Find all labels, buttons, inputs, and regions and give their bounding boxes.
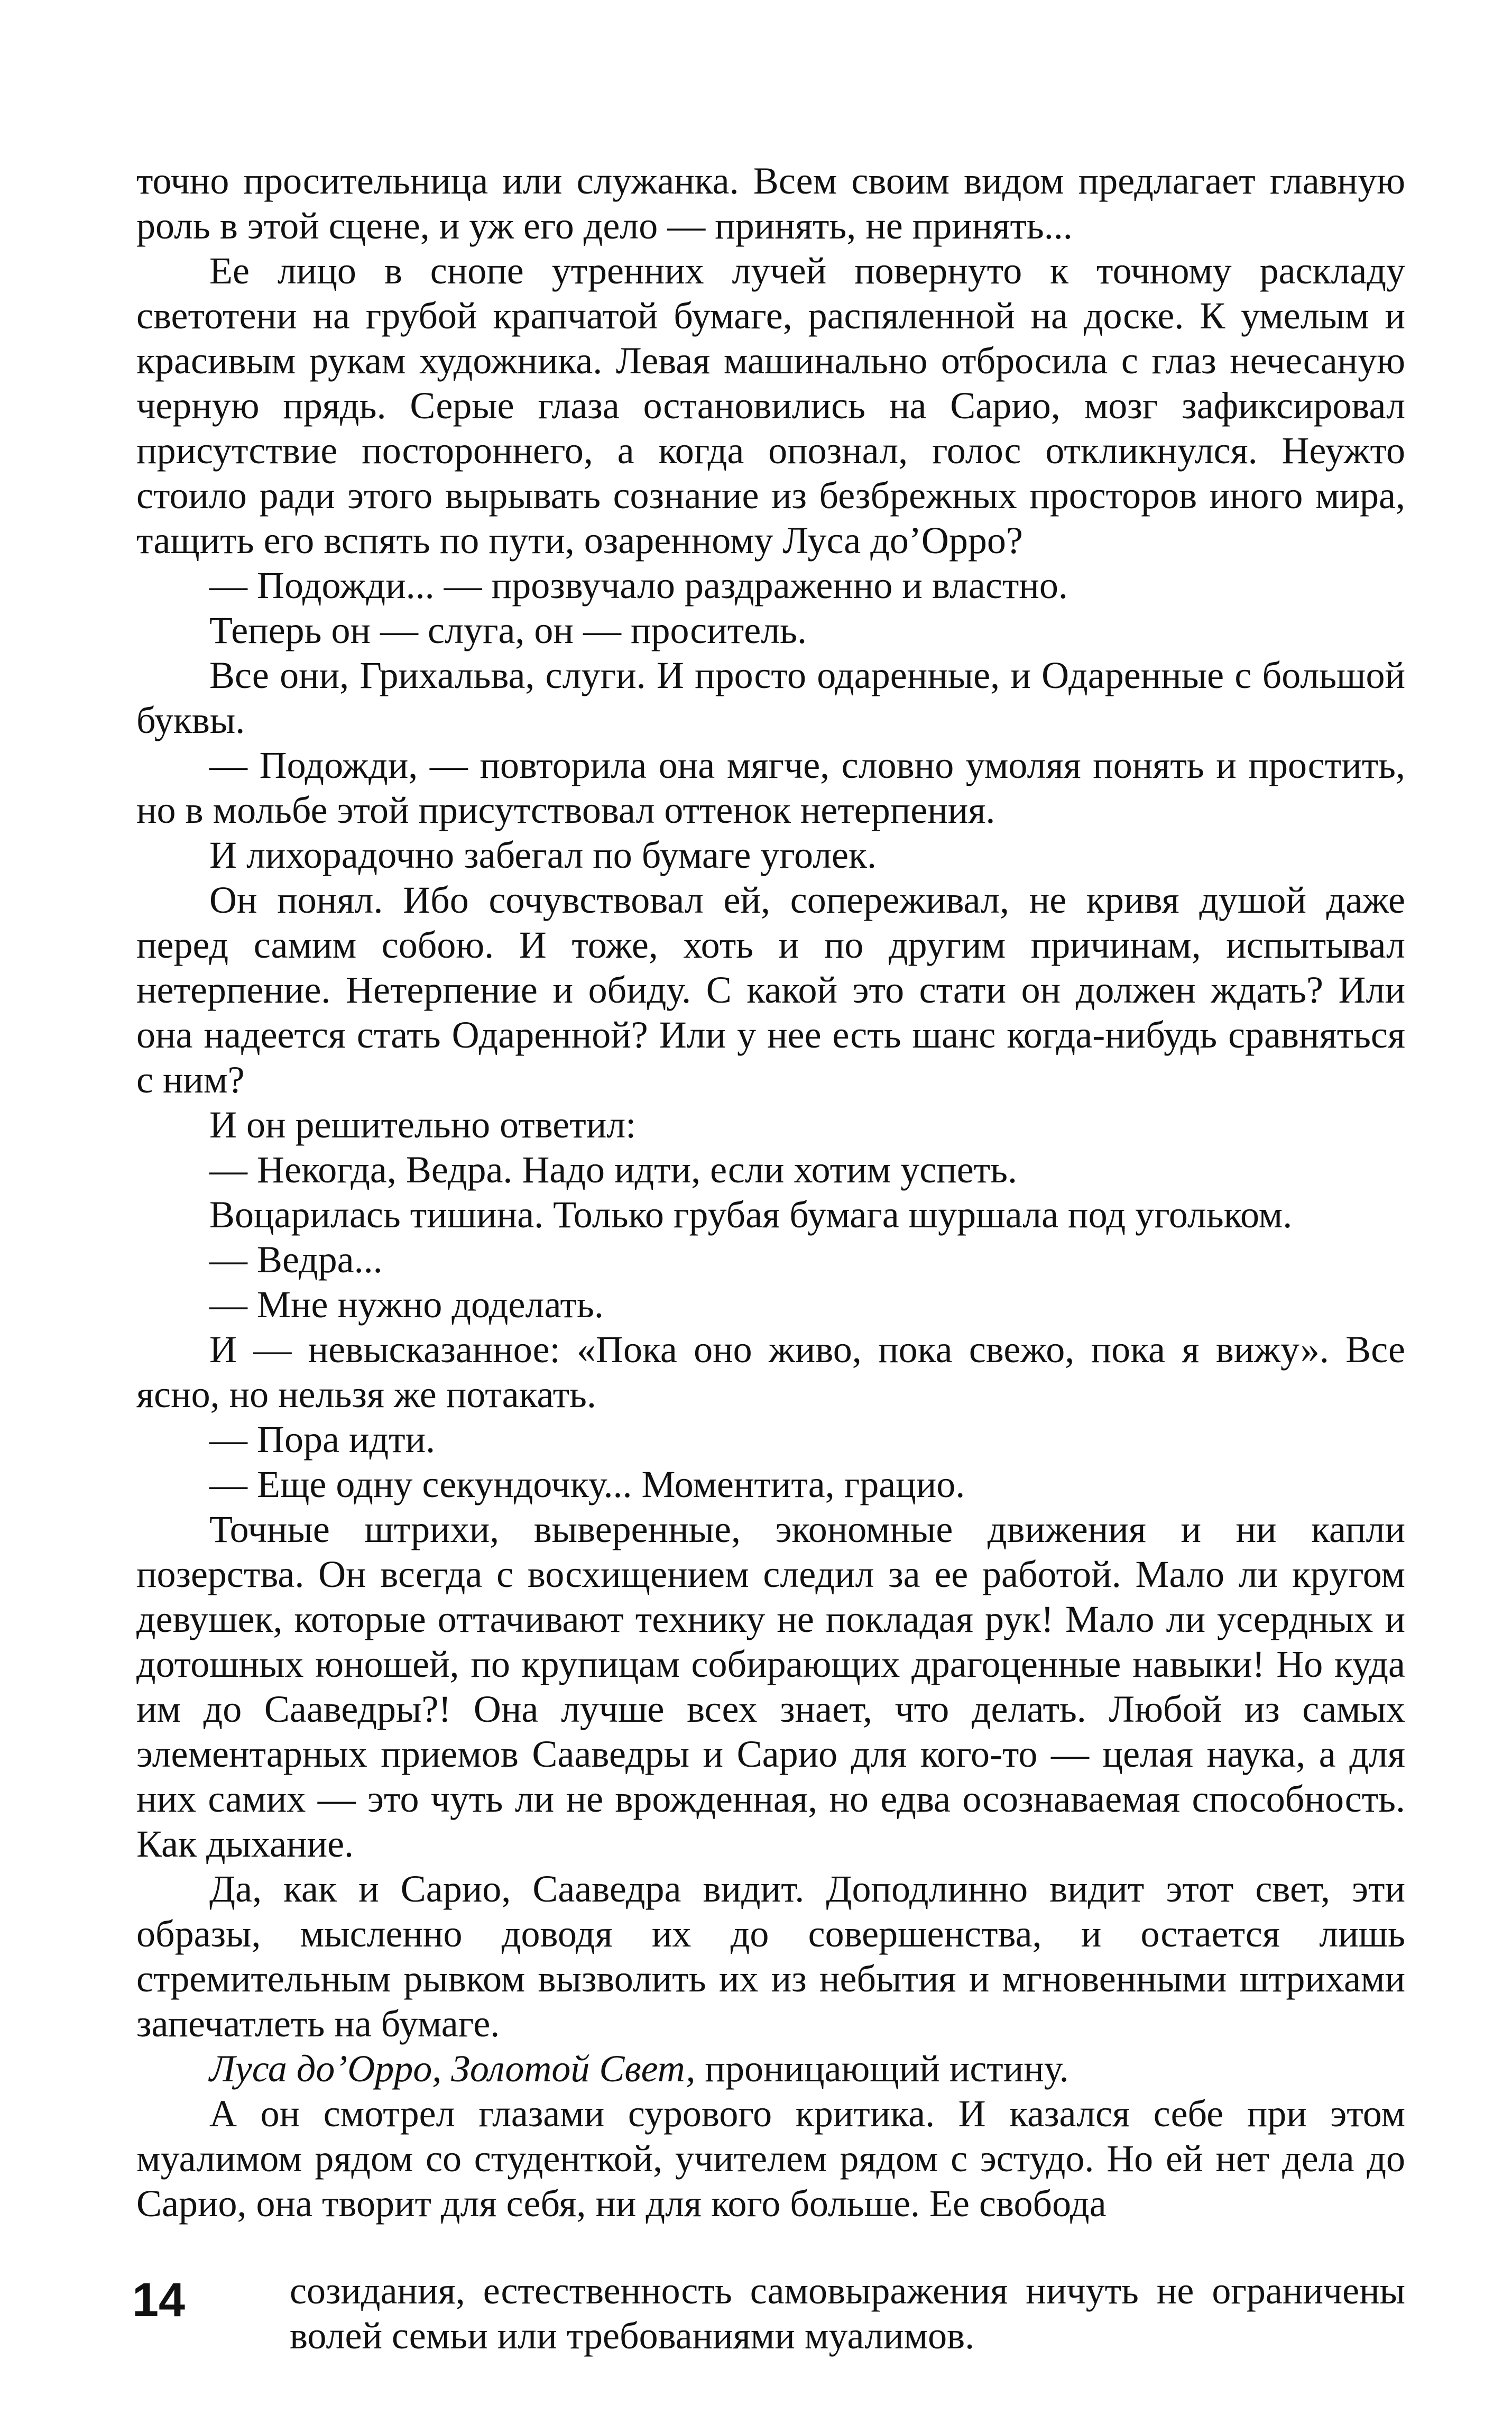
paragraph: — Пора идти. <box>209 1418 436 1461</box>
paragraph: Теперь он — слуга, он — проситель. <box>209 609 807 651</box>
paragraph: — Некогда, Ведра. Надо идти, если хотим успеть. <box>209 1149 1017 1191</box>
italic-title: Луса до’Орро, Золотой Свет, <box>209 2047 696 2090</box>
paragraph-continuation: созидания, естественность самовыражения ничуть не ограничены волей семьи или требованиями муалимов. <box>290 2270 1405 2357</box>
paragraph: — Ведра... <box>209 1238 383 1281</box>
paragraph: И — невысказанное: «Пока оно живо, пока свежо, пока я вижу». Все ясно, но нельзя же потакать. <box>136 1328 1405 1416</box>
paragraph: Воцарилась тишина. Только грубая бумага шуршала под угольком. <box>209 1193 1293 1236</box>
page-number: 14 <box>132 2274 186 2327</box>
paragraph: И лихорадочно забегал по бумаге уголек. <box>209 834 877 876</box>
paragraph: Да, как и Сарио, Сааведра видит. Доподлинно видит этот свет, эти образы, мысленно доводя их до совершенства, и остается лишь стремительным рывком вызволить их из небытия и мгновенными штрихами запечатлеть на бумаге. <box>136 1868 1405 2045</box>
paragraph: Он понял. Ибо сочувствовал ей, сопереживал, не кривя душой даже перед самим собою. И тоже, хоть и по другим причинам, испытывал нетерпение. Нетерпение и обиду. С какой это стати он должен ждать? Или она надеется стать Одаренной? Или у нее есть шанс когда-нибудь сравняться с ним? <box>136 879 1405 1101</box>
paragraph: Все они, Грихальва, слуги. И просто одаренные, и Одаренные с большой буквы. <box>136 654 1405 741</box>
paragraph: — Подожди... — прозвучало раздраженно и властно. <box>209 564 1068 607</box>
paragraph <box>136 2046 1405 2091</box>
paragraph: — Еще одну секундочку... Моментита, грацио. <box>209 1463 965 1505</box>
paragraph-rest: проницающий истину. <box>695 2047 1069 2090</box>
paragraph: И он решительно ответил: <box>209 1104 637 1146</box>
paragraph: Ее лицо в снопе утренних лучей повернуто к точному раскладу светотени на грубой крапчатой бумаге, распяленной на доске. К умелым и красивым рукам художника. Левая машинально отбросила с глаз нечесаную черную прядь. Серые глаза остановились на Сарио, мозг зафиксировал присутствие постороннего, а когда опознал, голос откликнулся. Неужто стоило ради этого вырывать сознание из безбрежных просторов иного мира, тащить его вспять по пути, озаренному Луса до’Орро? <box>136 250 1405 562</box>
paragraph: — Подожди, — повторила она мягче, словно умоляя понять и простить, но в мольбе этой присутствовал оттенок нетерпения. <box>136 744 1405 831</box>
paragraph: Точные штрихи, выверенные, экономные движения и ни капли позерства. Он всегда с восхищением следил за ее работой. Мало ли кругом девушек, которые оттачивают технику не покладая рук! Мало ли усердных и дотошных юношей, по крупицам собирающих драгоценные навыки! Но куда им до Сааведры?! Она лучше всех знает, что делать. Любой из самых элементарных приемов Сааведры и Сарио для кого-то — целая наука, а для них самих — это чуть ли не врожденная, но едва осознаваемая способность. Как дыхание. <box>136 1508 1405 1865</box>
main-text <box>136 159 1405 2226</box>
paragraph: А он смотрел глазами сурового критика. И казался себе при этом муалимом рядом со студенткой, учителем рядом с эстудо. Но ей нет дела до Сарио, она творит для себя, ни для кого больше. Ее свобода <box>136 2092 1405 2225</box>
paragraph: точно просительница или служанка. Всем своим видом предлагает главную роль в этой сцене, и уж его дело — принять, не принять... <box>136 160 1405 247</box>
paragraph: — Мне нужно доделать. <box>209 1283 604 1326</box>
